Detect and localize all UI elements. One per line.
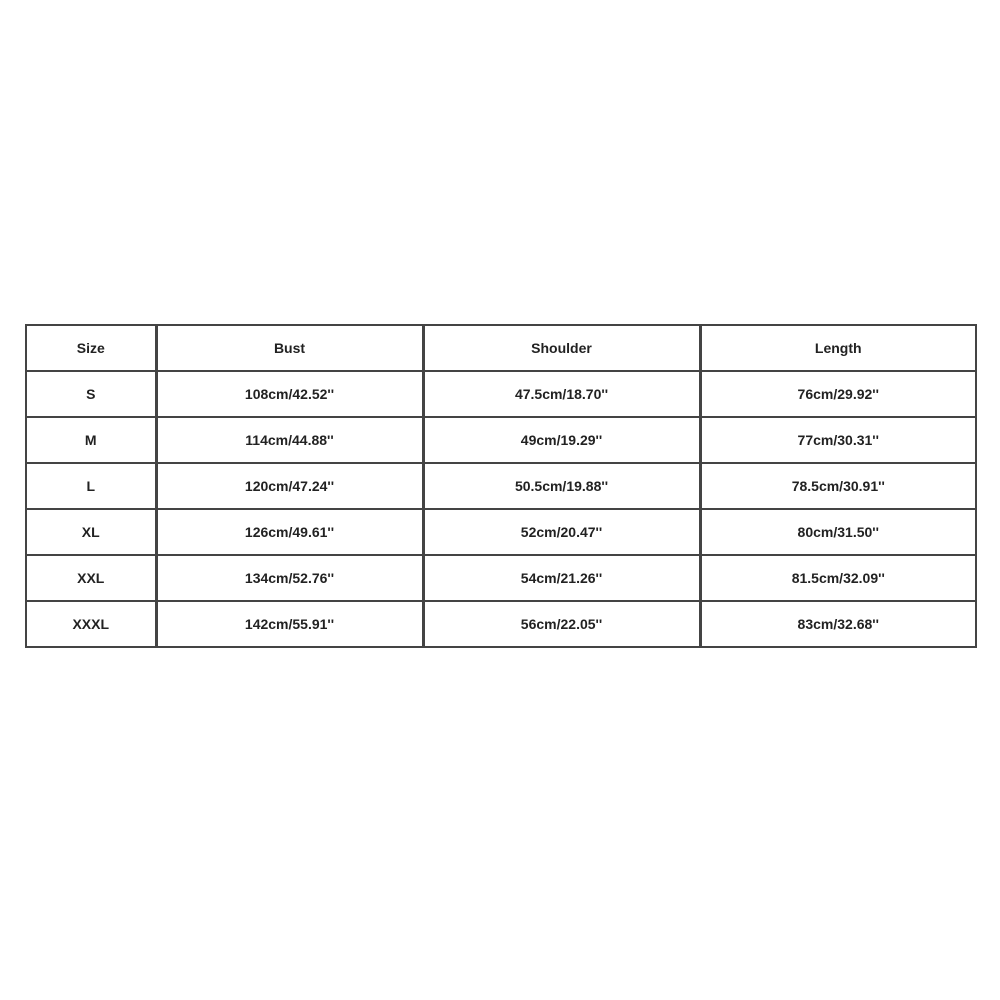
table-row xyxy=(26,371,976,417)
length-cell: 78.5cm/30.91'' xyxy=(700,463,976,509)
table-row xyxy=(26,555,976,601)
bust-cell: 120cm/47.24'' xyxy=(156,463,423,509)
header-row xyxy=(26,325,976,371)
bust-cell: 142cm/55.91'' xyxy=(156,601,423,647)
header-size: Size xyxy=(26,325,156,371)
size-cell: L xyxy=(26,463,156,509)
header-bust: Bust xyxy=(156,325,423,371)
length-cell: 80cm/31.50'' xyxy=(700,509,976,555)
table-row xyxy=(26,509,976,555)
bust-cell: 108cm/42.52'' xyxy=(156,371,423,417)
size-cell: M xyxy=(26,417,156,463)
bust-cell: 126cm/49.61'' xyxy=(156,509,423,555)
header-shoulder: Shoulder xyxy=(423,325,700,371)
shoulder-cell: 50.5cm/19.88'' xyxy=(423,463,700,509)
size-cell: XXXL xyxy=(26,601,156,647)
size-cell: XL xyxy=(26,509,156,555)
length-cell: 77cm/30.31'' xyxy=(700,417,976,463)
length-cell: 83cm/32.68'' xyxy=(700,601,976,647)
shoulder-cell: 54cm/21.26'' xyxy=(423,555,700,601)
size-cell: XXL xyxy=(26,555,156,601)
table-row xyxy=(26,417,976,463)
shoulder-cell: 56cm/22.05'' xyxy=(423,601,700,647)
size-chart-table xyxy=(25,324,977,648)
shoulder-cell: 47.5cm/18.70'' xyxy=(423,371,700,417)
length-cell: 81.5cm/32.09'' xyxy=(700,555,976,601)
shoulder-cell: 49cm/19.29'' xyxy=(423,417,700,463)
bust-cell: 114cm/44.88'' xyxy=(156,417,423,463)
size-cell: S xyxy=(26,371,156,417)
table-row xyxy=(26,601,976,647)
header-length: Length xyxy=(700,325,976,371)
table-row xyxy=(26,463,976,509)
length-cell: 76cm/29.92'' xyxy=(700,371,976,417)
shoulder-cell: 52cm/20.47'' xyxy=(423,509,700,555)
bust-cell: 134cm/52.76'' xyxy=(156,555,423,601)
